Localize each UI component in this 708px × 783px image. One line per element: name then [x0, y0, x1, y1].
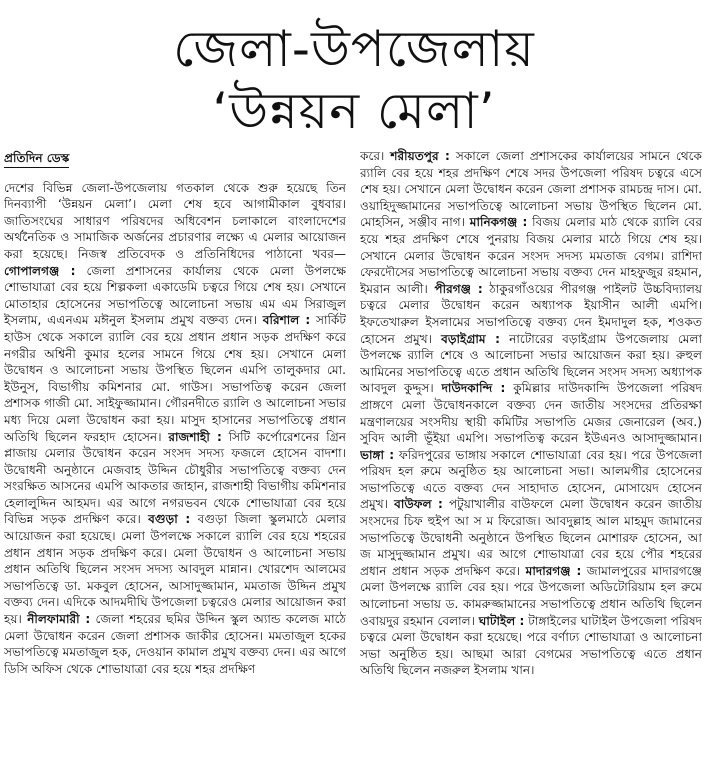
place-bauphal: বাউফল : [394, 497, 443, 512]
place-bogura: বগুড়া : [148, 512, 191, 527]
report-rajshahi: সিটি কর্পোরেশনের গ্রিন প্লাজায় মেলার উদ্বোধন করেন সংসদ সদস্য ফজলে হোসেন বাদশা। উদ্বোধনী অনুষ্ঠানে মেজবাহ উদ্দিন চৌধুরীর সভাপতিত্বে বক্তব্য দেন সংরক্ষিত আসনের এমপি আকতার জাহান, রাজশাহী বিভাগীয় কমিশনার হেলালুদ্দিন আহমদ। এর আগে নগরভবন থেকে শোভাযাত্রা বের হয়ে বিভিন্ন সড়ক প্রদক্ষিণ করে। [4, 429, 346, 527]
intro-paragraph: দেশের বিভিন্ন জেলা-উপজেলায় গতকাল থেকে শুরু হয়েছে তিন দিনব্যাপী ‘উন্নয়ন মেলা’। মেলা শেষ হবে আগামীকাল বুধবার। জাতিসংঘের সাধারণ পরিষদের অধিবেশন চলাকালে বাংলাদেশের অর্থনৈতিক ও সামাজিক অর্জনের প্রচারণার লক্ষ্যে এ মেলার আয়োজন করা হয়েছে। নিজস্ব প্রতিবেদক ও প্রতিনিধিদের পাঠানো খবর— [4, 180, 346, 261]
report-pirganj: ঠাকুরগাঁওয়ের পীরগঞ্জ পাইলট উচ্চবিদ্যালয় চত্বরে মেলার উদ্বোধন করেন অধ্যাপক ইয়াসীন আলী এমপি। ইফতেখারুল ইসলামের সভাপতিত্বে বক্তব্য দেন ইমদাদুল হক, শওকত হোসেন প্রমুখ। [360, 281, 702, 346]
byline: প্রতিদিন ডেস্ক [4, 150, 69, 168]
place-shariatpur: শরীয়তপুর : [390, 149, 450, 163]
place-bhanga: ভাঙ্গা : [360, 447, 395, 462]
place-pirganj: পীরগঞ্জ : [434, 281, 483, 296]
place-daudkandi: দাউদকান্দি : [441, 381, 506, 396]
report-daudkandi: কুমিল্লার দাউদকান্দি উপজেলা পরিষদ প্রাঙ্গণে মেলা উদ্বোধনকালে বক্তব্য দেন জাতীয় সংসদের প্রতিরক্ষা মন্ত্রণালয়ের সংসদীয় স্থায়ী কমিটির সভাপতি মেজর জেনারেল (অব.) সুবিদ আলী ভূঁইয়া এমপি। সভাপতিত্ব করেন ইউএনও আসাদুজ্জামান। [360, 381, 702, 446]
report-manikganj: বিজয় মেলার মাঠ থেকে র‌্যালি বের হয়ে শহর প্রদক্ষিণ শেষে পুনরায় বিজয় মেলার মাঠে গিয়ে শেষ হয়। সেখানে মেলার উদ্বোধন করেন সংসদ সদস্য মমতাজ বেগম। রাশিদা ফেরদৌসের সভাপতিত্বে আলোচনা সভায় বক্তব্য দেন মাহফুজুর রহমান, ইমরান আলী। [360, 215, 702, 296]
continued-text: করে। [360, 149, 385, 163]
place-madarganj: মাদারগঞ্জ : [525, 563, 582, 578]
report-baraigram: নাটোরের বড়াইগ্রাম উপজেলায় মেলা উপলক্ষে র‌্যালি শেষে ও আলোচনা সভার আয়োজন করা হয়। রুহুল আমিনের সভাপতিত্বে এতে প্রধান অতিথি ছিলেন সংসদ সদস্য অধ্যাপক আবদুল কুদ্দুস। [360, 331, 702, 396]
right-column-text [360, 148, 702, 679]
right-column [360, 148, 702, 778]
headline-line-1: জেলা-উপজেলায় [173, 20, 535, 78]
place-rajshahi: রাজশাহী : [168, 429, 222, 444]
place-manikganj: মানিকগঞ্জ : [469, 215, 528, 230]
report-shariatpur: সকালে জেলা প্রশাসকের কার্যালয়ের সামনে থেকে র‌্যালি বের হয়ে শহর প্রদক্ষিণ শেষে সদর উপজেলা পরিষদ চত্বরে এসে শেষ হয়। সেখানে মেলা উদ্বোধন করেন জেলা প্রশাসক রামচন্দ্র দাস। মো. ওয়াহিদুজ্জামানের সভাপতিত্বে আলোচনা সভায় উপস্থিত ছিলেন মো. মোহসিন, সঞ্জীব নাগ। [360, 149, 702, 230]
place-barishal: বরিশাল : [262, 313, 311, 328]
report-ghatail: টাঙ্গাইলের ঘাটাইল উপজেলা পরিষদ চত্বরে মেলা উদ্বোধন করা হয়েছে। পরে বর্ণাঢ্য শোভাযাত্রা ও আলোচনা সভা অনুষ্ঠিত হয়। আছমা আরা বেগমের সভাপতিত্বে এতে প্রধান অতিথি ছিলেন নজরুল ইসলাম খান। [360, 613, 702, 678]
report-bauphal: পটুয়াখালীর বাউফলে মেলা উদ্বোধন করেন জাতীয় সংসদের চিফ হুইপ আ স ম ফিরোজ। আবদুল্লাহ আল মাহমুদ জামানের সভাপতিত্বে উদ্বোধনী অনুষ্ঠানে উপস্থিত ছিলেন মোশারফ হোসেন, আ জ মাসুদুজ্জামান প্রমুখ। এর আগে শোভাযাত্রা বের হয়ে পৌর শহরের প্রধান প্রধান সড়ক প্রদক্ষিণ করে। [360, 497, 702, 578]
left-column-text [4, 180, 346, 678]
report-madarganj: জামালপুরের মাদারগঞ্জে মেলা উপলক্ষে র‌্যালি বের হয়। পরে উপজেলা অডিটোরিয়াম হল রুমে আলোচনা সভায় ড. কামরুজ্জামানের সভাপতিত্বে প্রধান অতিথি ছিলেন ওবায়দুর রহমান বেলাল। [360, 563, 702, 628]
report-bhanga: ফরিদপুরের ভাঙ্গায় সকালে শোভাযাত্রা বের হয়। পরে উপজেলা পরিষদ হল রুমে অনুষ্ঠিত হয় আলোচনা সভা। আলমগীর হোসেনের সভাপতিত্বে এতে বক্তব্য দেন সাহাদাত হোসেন, মোসায়েদ হোসেন প্রমুখ। [360, 447, 702, 512]
report-gopalganj: জেলা প্রশাসনের কার্যালয় থেকে মেলা উপলক্ষে শোভাযাত্রা বের হয়ে শিল্পকলা একাডেমি চত্বরে গিয়ে শেষ হয়। সেখানে মোতাহার হোসেনের সভাপতিত্বে আলোচনা সভায় এম এম সিরাজুল ইসলাম, এএনএম মঈনুল ইসলাম প্রমুখ বক্তব্য দেন। [4, 263, 346, 328]
headline [0, 18, 708, 142]
report-bogura: বগুড়া জিলা স্কুলমাঠে মেলার আয়োজন করা হয়েছে। মেলা উপলক্ষে সকালে র‌্যালি বের হয়ে শহরের প্রধান প্রধান সড়ক প্রদক্ষিণ করে। মেলা উদ্বোধন ও আলোচনা সভায় প্রধান অতিথি ছিলেন সংসদ সদস্য আবদুল মান্নান। খোরশেদ আলমের সভাপতিত্বে ডা. মকবুল হোসেন, আসাদুজ্জামান, মমতাজ উদ্দিন প্রমুখ বক্তব্য দেন। এদিকে আদমদীঘি উপজেলা চত্বরেও মেলার আয়োজন করা হয়। [4, 512, 346, 627]
headline-line-2: ‘উন্নয়ন মেলা’ [212, 82, 496, 140]
place-gopalganj: গোপালগঞ্জ : [4, 263, 76, 278]
left-column [4, 150, 346, 780]
place-baraigram: বড়াইগ্রাম : [441, 331, 500, 346]
place-nilphamari: নীলফামারী : [27, 612, 91, 627]
report-barishal: সার্কিট হাউস থেকে সকালে র‌্যালি বের হয়ে প্রধান প্রধান সড়ক প্রদক্ষিণ করে নগরীর অশ্বিনী কুমার হলের সামনে গিয়ে শেষ হয়। সেখানে মেলা উদ্বোধন ও আলোচনা সভায় উপস্থিত ছিলেন এমপি তালুকদার মো. ইউনুস, বিভাগীয় কমিশনার মো. গাউস। সভাপতিত্ব করেন জেলা প্রশাসক গাজী মো. সাইফুজ্জামান। গৌরনদীতে র‌্যালি ও আলোচনা সভার মধ্য দিয়ে মেলা উদ্বোধন করা হয়। মাসুদ হাসানের সভাপতিত্বে প্রধান অতিথি ছিলেন ফরহাদ হোসেন। [4, 313, 346, 444]
report-nilphamari: জেলা শহরের ছমির উদ্দিন স্কুল অ্যান্ড কলেজ মাঠে মেলা উদ্বোধন করেন জেলা প্রশাসক জাকীর হোসেন। মমতাজুল হকের সভাপতিত্বে মমতাজুল হক, দেওয়ান কামাল প্রমুখ বক্তব্য দেন। এর আগে ডিসি অফিস থেকে শোভাযাত্রা বের হয়ে শহর প্রদক্ষিণ [4, 612, 346, 676]
place-ghatail: ঘাটাইল : [478, 613, 525, 628]
